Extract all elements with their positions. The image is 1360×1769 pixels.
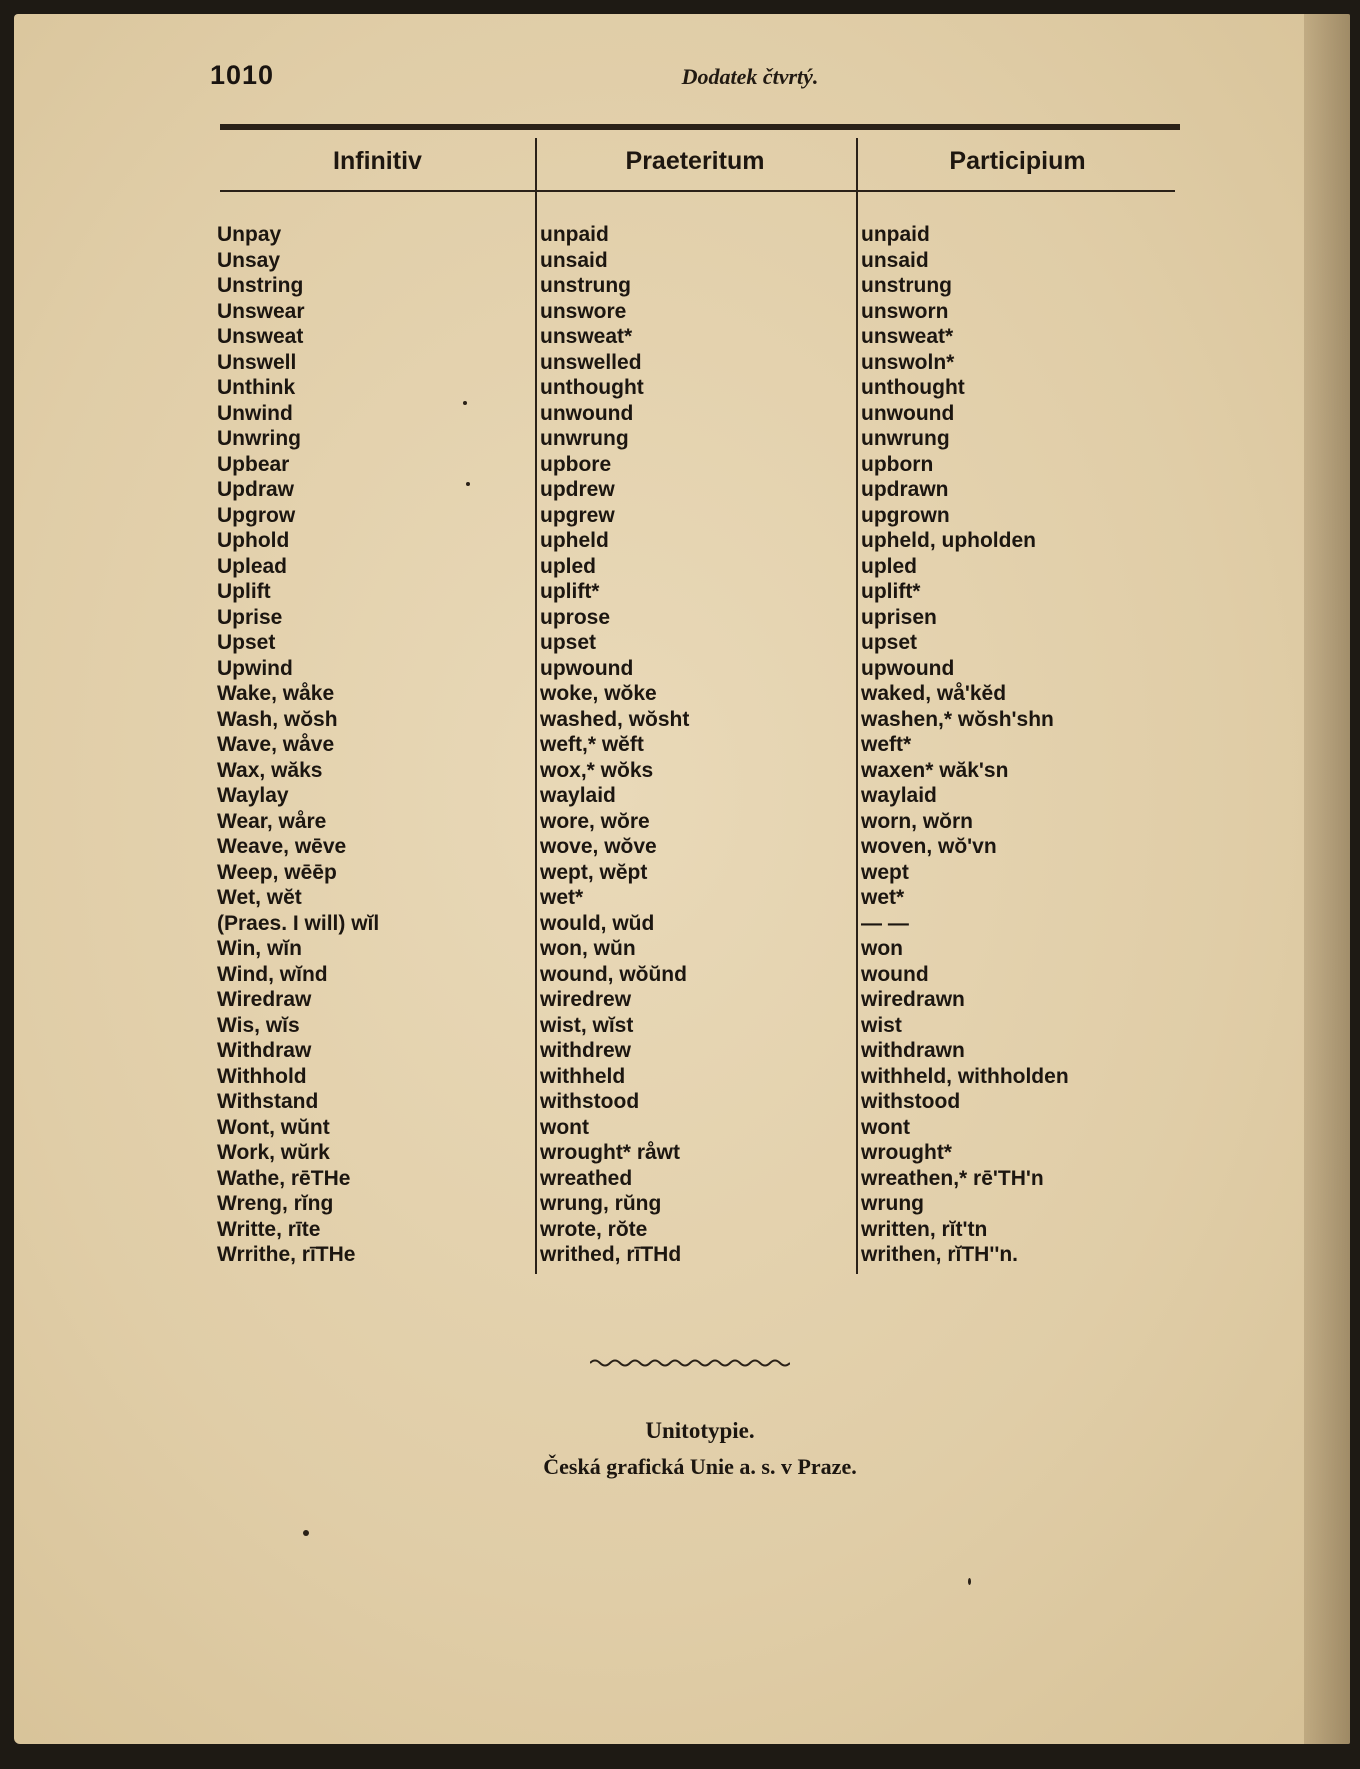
infinitiv-cell: Uplift (217, 580, 271, 603)
table-row (205, 375, 1165, 401)
praeteritum-cell: waylaid (540, 784, 616, 807)
table-row (205, 401, 1165, 427)
infinitiv-cell: Wax, wăks (217, 758, 323, 782)
praeteritum-cell: unswelled (540, 350, 642, 374)
infinitiv-cell: Uplead (217, 554, 288, 578)
infinitiv-cell: Unstring (217, 274, 304, 297)
infinitiv-cell: Upwind (217, 656, 293, 680)
ink-speck (463, 401, 467, 405)
table-row (205, 860, 1165, 886)
table-row (205, 426, 1165, 452)
table-row (205, 936, 1165, 962)
infinitiv-cell: Wrrithe, rīTHe (217, 1243, 356, 1266)
participium-cell: uprisen (861, 605, 937, 629)
participium-cell: weft* (861, 733, 912, 756)
table-row (205, 885, 1165, 911)
page-header (200, 60, 1180, 96)
verb-table-body (205, 222, 1165, 1268)
praeteritum-cell: unswore (540, 299, 627, 323)
participium-cell: upborn (861, 452, 934, 476)
infinitiv-cell: Withdraw (217, 1039, 312, 1062)
praeteritum-cell: uprose (540, 605, 611, 629)
table-row (205, 758, 1165, 784)
praeteritum-cell: wept, wĕpt (540, 860, 648, 884)
participium-cell: waked, wå'kĕd (861, 682, 1007, 705)
infinitiv-cell: Wear, wåre (217, 809, 327, 833)
infinitiv-cell: Waylay (217, 784, 289, 807)
infinitiv-cell: Weave, wēve (217, 835, 347, 858)
infinitiv-cell: Wathe, rēTHe (217, 1166, 351, 1190)
participium-cell: wiredrawn (861, 988, 965, 1011)
page-number: 1010 (210, 60, 275, 90)
table-row (205, 503, 1165, 529)
participium-cell: withheld, withholden (861, 1064, 1069, 1088)
participium-cell: woven, wŏ'vn (861, 835, 997, 858)
praeteritum-cell: wove, wŏve (540, 835, 657, 858)
table-header-rule (220, 190, 1175, 192)
participium-cell: — — (861, 911, 909, 935)
infinitiv-cell: Unsay (217, 248, 281, 272)
participium-cell: wist (861, 1013, 902, 1037)
infinitiv-cell: Withstand (217, 1090, 319, 1113)
table-row (205, 222, 1165, 248)
infinitiv-cell: Withhold (217, 1064, 307, 1088)
praeteritum-cell: withheld (540, 1064, 626, 1088)
table-row (205, 834, 1165, 860)
column-header-infinitiv: Infinitiv (333, 147, 422, 175)
table-row (205, 528, 1165, 554)
praeteritum-cell: wrote, rŏte (540, 1217, 648, 1241)
praeteritum-cell: writhed, rīTHd (540, 1243, 682, 1266)
participium-cell: unstrung (861, 274, 952, 297)
praeteritum-cell: uplift* (540, 580, 600, 603)
infinitiv-cell: Win, wĭn (217, 937, 302, 960)
table-row (205, 707, 1165, 733)
infinitiv-cell: Updraw (217, 478, 295, 501)
praeteritum-cell: updrew (540, 478, 615, 501)
participium-cell: waxen* wăk'sn (861, 758, 1009, 782)
table-row (205, 911, 1165, 937)
table-row (205, 783, 1165, 809)
praeteritum-cell: upgrew (540, 503, 615, 527)
wavy-divider-ornament (590, 1356, 790, 1370)
participium-cell: withstood (861, 1090, 961, 1113)
table-row (205, 1242, 1165, 1268)
infinitiv-cell: Unwring (217, 427, 301, 450)
infinitiv-cell: Work, wŭrk (217, 1141, 330, 1164)
participium-cell: waylaid (861, 784, 937, 807)
table-row (205, 1115, 1165, 1141)
footer-printer: Česká grafická Unie a. s. v Praze. (543, 1454, 857, 1479)
infinitiv-cell: Unwind (217, 401, 293, 425)
participium-cell: unsaid (861, 248, 929, 272)
table-row (205, 732, 1165, 758)
participium-cell: wept (861, 860, 909, 884)
participium-cell: wrung (861, 1192, 924, 1215)
table-row (205, 477, 1165, 503)
infinitiv-cell: Wiredraw (217, 988, 312, 1011)
infinitiv-cell: (Praes. I will) wĭl (217, 911, 380, 935)
participium-cell: unswoln* (861, 350, 955, 374)
praeteritum-cell: unpaid (540, 223, 609, 246)
participium-cell: washen,* wŏsh'shn (861, 707, 1054, 731)
infinitiv-cell: Wind, wĭnd (217, 962, 328, 986)
table-row (205, 1191, 1165, 1217)
table-row (205, 987, 1165, 1013)
praeteritum-cell: would, wŭd (540, 911, 655, 935)
infinitiv-cell: Weep, wēēp (217, 860, 337, 884)
infinitiv-cell: Upset (217, 631, 276, 654)
praeteritum-cell: unsaid (540, 248, 608, 272)
participium-cell: unsworn (861, 299, 949, 323)
praeteritum-cell: wox,* wŏks (540, 758, 654, 782)
table-row (205, 273, 1165, 299)
praeteritum-cell: wet* (540, 886, 584, 909)
infinitiv-cell: Uprise (217, 605, 283, 629)
praeteritum-cell: weft,* wĕft (540, 733, 644, 756)
infinitiv-cell: Wet, wĕt (217, 886, 302, 909)
table-row (205, 1013, 1165, 1039)
praeteritum-cell: wrought* råwt (540, 1141, 680, 1164)
table-row (205, 1089, 1165, 1115)
table-row (205, 656, 1165, 682)
column-header-participium: Participium (949, 147, 1086, 175)
infinitiv-cell: Wont, wŭnt (217, 1115, 330, 1139)
infinitiv-cell: Wis, wĭs (217, 1013, 300, 1037)
table-row (205, 1166, 1165, 1192)
praeteritum-cell: wound, wŏŭnd (540, 962, 687, 986)
table-row (205, 554, 1165, 580)
participium-cell: upled (861, 554, 917, 578)
infinitiv-cell: Unswell (217, 350, 297, 374)
table-row (205, 630, 1165, 656)
table-row (205, 452, 1165, 478)
praeteritum-cell: upbore (540, 452, 612, 476)
praeteritum-cell: upled (540, 554, 596, 578)
infinitiv-cell: Unswear (217, 299, 305, 323)
column-header-praeteritum: Praeteritum (625, 147, 765, 175)
infinitiv-cell: Uphold (217, 529, 290, 552)
table-row (205, 1217, 1165, 1243)
table-row (205, 579, 1165, 605)
infinitiv-cell: Wake, wåke (217, 682, 335, 705)
participium-cell: uplift* (861, 580, 921, 603)
praeteritum-cell: withstood (540, 1090, 640, 1113)
table-row (205, 1064, 1165, 1090)
infinitiv-cell: Wave, wåve (217, 733, 335, 756)
participium-cell: unpaid (861, 223, 930, 246)
praeteritum-cell: wiredrew (540, 988, 632, 1011)
praeteritum-cell: unwrung (540, 427, 629, 450)
participium-cell: wrought* (861, 1141, 952, 1164)
table-row (205, 962, 1165, 988)
ink-speck (466, 482, 470, 486)
ink-speck (303, 1530, 309, 1536)
table-row (205, 350, 1165, 376)
infinitiv-cell: Unpay (217, 223, 282, 246)
participium-cell: writhen, rĭTH''n. (861, 1243, 1018, 1266)
participium-cell: upheld, upholden (861, 529, 1036, 552)
table-row (205, 1038, 1165, 1064)
participium-cell: won (861, 937, 903, 960)
table-header (220, 132, 1180, 192)
participium-cell: upset (861, 631, 918, 654)
praeteritum-cell: wont (540, 1115, 589, 1139)
table-row (205, 299, 1165, 325)
praeteritum-cell: washed, wŏsht (540, 707, 690, 731)
participium-cell: unwound (861, 401, 955, 425)
participium-cell: unthought (861, 376, 965, 399)
praeteritum-cell: wore, wŏre (540, 809, 650, 833)
page-spine-shadow (1304, 14, 1350, 1744)
praeteritum-cell: unwound (540, 401, 634, 425)
participium-cell: unwrung (861, 427, 950, 450)
praeteritum-cell: wist, wĭst (540, 1013, 634, 1037)
praeteritum-cell: withdrew (540, 1039, 632, 1062)
infinitiv-cell: Wreng, rĭng (217, 1192, 334, 1215)
praeteritum-cell: wreathed (540, 1166, 633, 1190)
running-head: Dodatek čtvrtý. (681, 64, 819, 89)
participium-cell: wet* (861, 886, 905, 909)
participium-cell: written, rĭt'tn (861, 1217, 988, 1241)
participium-cell: unsweat* (861, 325, 954, 348)
praeteritum-cell: upheld (540, 529, 609, 552)
praeteritum-cell: unthought (540, 376, 644, 399)
participium-cell: wont (861, 1115, 910, 1139)
praeteritum-cell: wrung, rŭng (540, 1192, 662, 1215)
table-row (205, 809, 1165, 835)
participium-cell: wound (861, 962, 929, 986)
table-row (205, 324, 1165, 350)
infinitiv-cell: Upbear (217, 452, 290, 476)
participium-cell: updrawn (861, 478, 949, 501)
praeteritum-cell: upwound (540, 656, 634, 680)
infinitiv-cell: Unsweat (217, 325, 304, 348)
participium-cell: upgrown (861, 503, 950, 527)
participium-cell: withdrawn (861, 1039, 965, 1062)
infinitiv-cell: Writte, rīte (217, 1217, 321, 1241)
praeteritum-cell: upset (540, 631, 597, 654)
participium-cell: worn, wŏrn (861, 809, 973, 833)
infinitiv-cell: Unthink (217, 376, 296, 399)
table-row (205, 605, 1165, 631)
participium-cell: wreathen,* rē'TH'n (861, 1166, 1044, 1190)
table-row (205, 248, 1165, 274)
table-row (205, 681, 1165, 707)
table-row (205, 1140, 1165, 1166)
footer-title: Unitotypie. (645, 1418, 755, 1443)
praeteritum-cell: unstrung (540, 274, 631, 297)
infinitiv-cell: Upgrow (217, 503, 296, 527)
praeteritum-cell: won, wŭn (540, 937, 636, 960)
praeteritum-cell: unsweat* (540, 325, 633, 348)
participium-cell: upwound (861, 656, 955, 680)
table-top-rule (220, 124, 1180, 130)
praeteritum-cell: woke, wŏke (540, 682, 657, 705)
infinitiv-cell: Wash, wŏsh (217, 707, 338, 731)
ink-speck (968, 1578, 971, 1585)
